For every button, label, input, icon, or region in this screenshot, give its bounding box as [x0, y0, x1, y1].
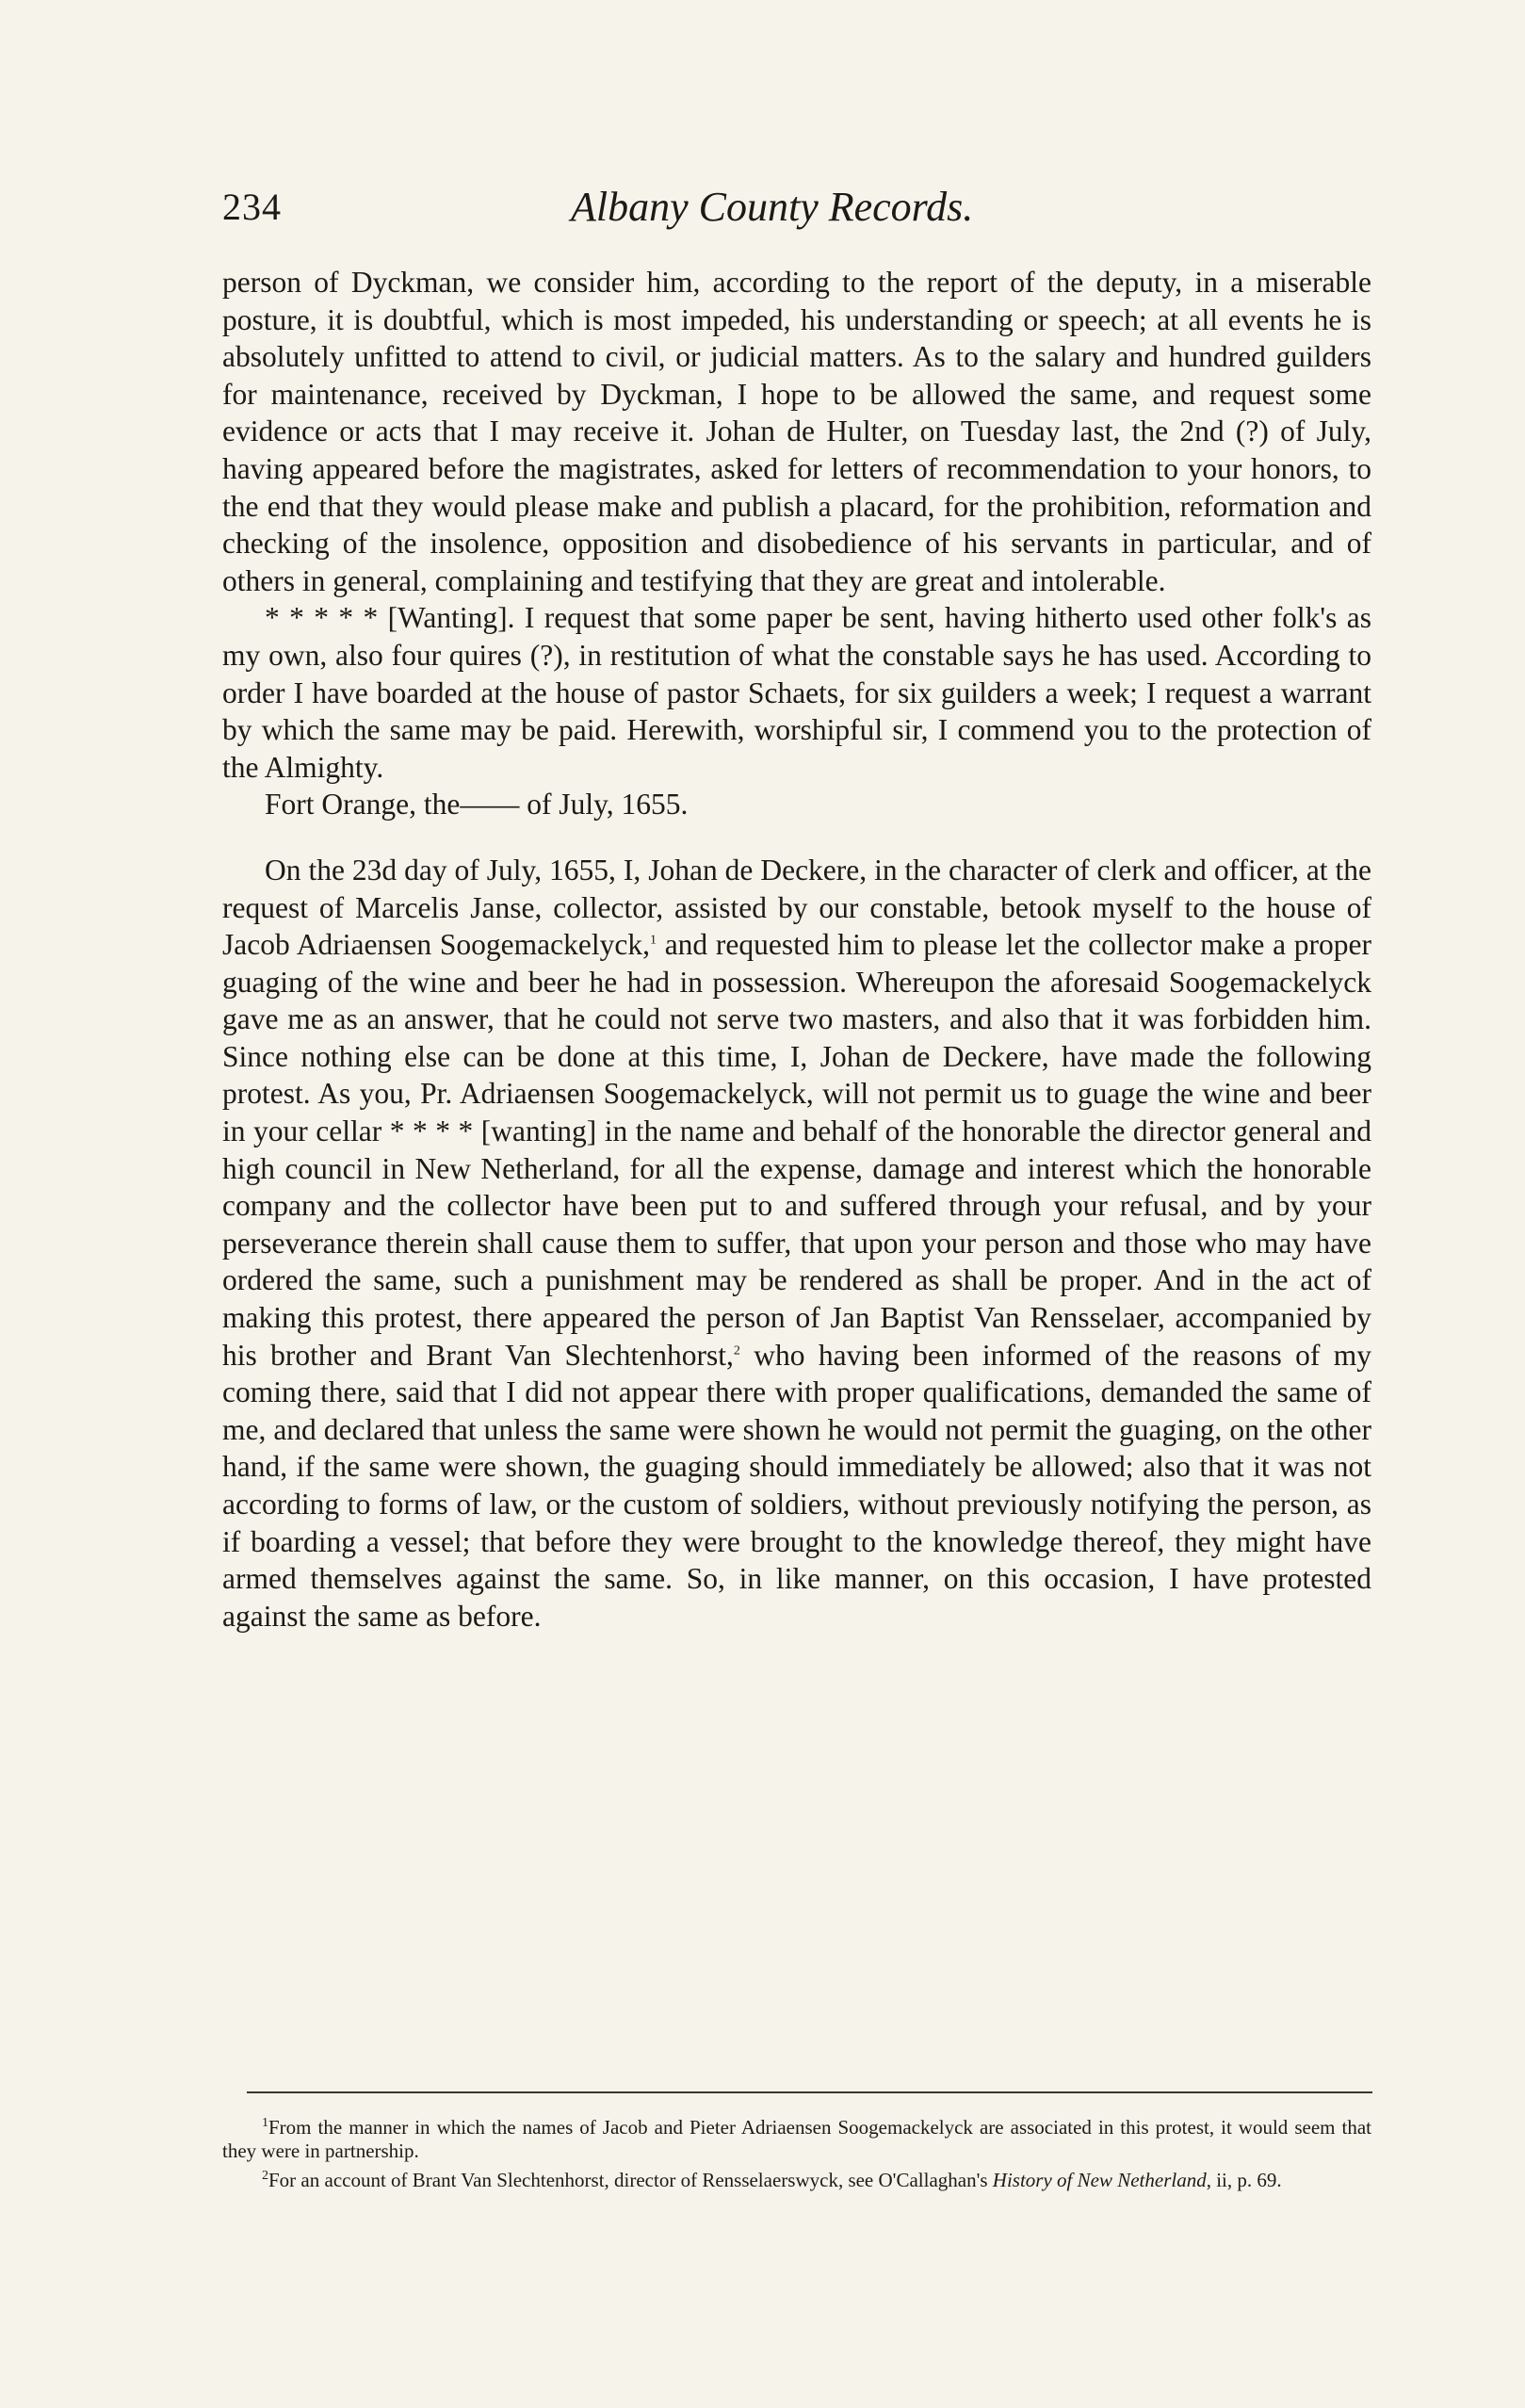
footnote-2	[222, 2169, 1371, 2192]
footnote-1	[222, 2116, 1371, 2163]
paragraph-letter-continuation: person of Dyckman, we consider him, according to the report of the deputy, in a miserable posture, it is doubtful, which is most impeded, his understanding or speech; at all events he is absolutely unfitted to attend to civil, or judicial matters. As to the salary and hundred guilders for maintenance, received by Dyckman, I hope to be allowed the same, and request some evidence or acts that I may receive it. Johan de Hulter, on Tuesday last, the 2nd (?) of July, having appeared before the magistrates, asked for letters of recommendation to your honors, to the end that they would please make and publish a placard, for the prohibition, reformation and checking of the insolence, opposition and disobedience of his servants in particular, and of others in general, complaining and testifying that they are great and intolerable.	[222, 266, 1371, 597]
footnote-reference-1: 1	[649, 933, 657, 948]
paragraph-wanting: * * * * * [Wanting]. I request that some paper be sent, having hitherto used other folk's as my own, also four quires (?), in restitution of what the constable says he has used. According to order I have boarded at the house of pastor Schaets, for six guilders a week; I request a warrant by which the same may be paid. Herewith, worshipful sir, I commend you to the protection of the Almighty.	[222, 601, 1371, 784]
running-title: Albany County Records.	[571, 184, 974, 230]
footnotes	[222, 2116, 1371, 2198]
footnote-1-text: From the manner in which the names of Jacob and Pieter Adriaensen Soogemackelyck are associated in this protest, it would seem that they were in partnership.	[222, 2116, 1371, 2162]
footnote-2-text: For an account of Brant Van Slechtenhorst, director of Rensselaerswyck, see O'Callaghan's	[268, 2169, 993, 2191]
footnote-2-book-title: History of New Netherland	[992, 2169, 1207, 2191]
protest-text-part-2: and requested him to please let the collector make a proper guaging of the wine and beer he had in possession. Whereupon the aforesaid Soogemackelyck gave me as an answer, that he could not serve two masters, and also that it was forbidden him. Since nothing else can be done at this time, I, Johan de Deckere, have made the following protest. As you, Pr. Adriaensen Soogemackelyck, will not permit us to guage the wine and beer in your cellar * * * * [wanting] in the name and behalf of the honorable the director general and high council in New Netherland, for all the expense, damage and interest which the honorable company and the collector have been put to and suffered through your refusal, and by your perseverance therein shall cause them to suffer, that upon your person and those who may have ordered the same, such a punishment may be rendered as shall be proper. And in the act of making this protest, there appeared the person of Jan Baptist Van Rensselaer, accompanied by his brother and Brant Van Slechtenhorst,	[222, 928, 1371, 1372]
footnote-2-citation: , ii, p. 69.	[1206, 2169, 1282, 2191]
footnote-1-mark: 1	[262, 2116, 268, 2130]
page-header	[222, 185, 1381, 241]
footnote-reference-2: 2	[733, 1343, 740, 1359]
protest-text-part-3: who having been informed of the reasons of my coming there, said that I did not appear there with proper qualifications, demanded the same of me, and declared that unless the same were shown he would not permit the guaging, on the other hand, if the same were shown, the guaging should immediately be allowed; also that it was not according to forms of law, or the custom of soldiers, without previously notifying the person, as if boarding a vessel; that before they were brought to the knowledge thereof, they might have armed themselves against the same. So, in like manner, on this occasion, I have protested against the same as before.	[222, 1338, 1372, 1633]
page-number: 234	[222, 186, 282, 228]
main-text	[222, 264, 1371, 1635]
footnote-divider	[247, 2091, 1372, 2093]
dateline: Fort Orange, the—— of July, 1655.	[265, 788, 689, 822]
paragraph-protest	[222, 852, 1371, 1635]
footnote-2-mark: 2	[262, 2169, 268, 2183]
paragraph-gap	[222, 823, 1371, 852]
protest-text-part-1: On the 23d day of July, 1655, I, Johan de Deckere, in the character of clerk and officer, at the request of Marcelis Janse, collector, assisted by our constable, betook myself to the house of Jacob Adriaensen Soogemackelyck,	[222, 853, 1371, 962]
